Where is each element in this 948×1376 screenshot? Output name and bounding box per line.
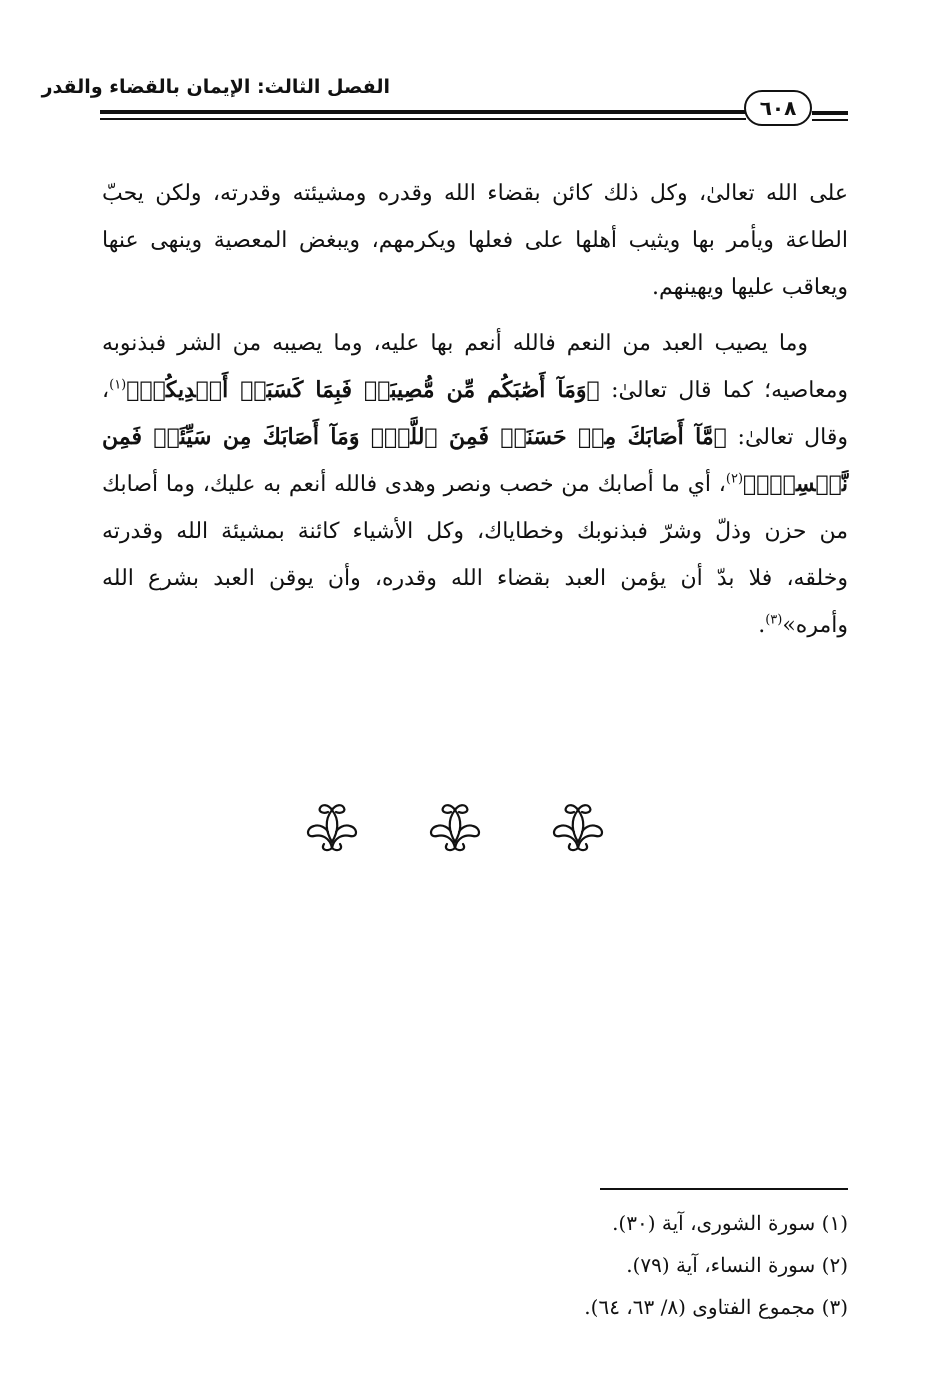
badge-rule-thin [812, 119, 848, 121]
paragraph-2-intro: وما يصيب العبد من النعم فالله أنعم بها عليه، وما يصيبه من الشر فبذنوبه ومعاصيه؛ كما قال تعالىٰ: [102, 331, 849, 403]
page-number-badge [744, 90, 812, 126]
page-number: ٦٠٨ [759, 96, 797, 120]
badge-rule [812, 111, 848, 115]
header-rule [100, 110, 746, 114]
section-divider [300, 798, 610, 858]
chapter-title: الفصل الثالث: الإيمان بالقضاء والقدر [41, 76, 390, 98]
quran-verse-1: ﴿وَمَآ أَصَٰبَكُم مِّن مُّصِيبَةٖ فَبِمَا كَسَبَتۡ أَيۡدِيكُمۡ﴾ [126, 377, 600, 403]
header-rule-thin [100, 118, 746, 120]
footnote-ref-1: (١) [109, 377, 127, 393]
footnote-ref-2: (٢) [725, 471, 744, 487]
footnote-3: (٣) مجموع الفتاوى (٨/ ٦٣، ٦٤). [584, 1295, 848, 1319]
footnote-1: (١) سورة الشورى، آية (٣٠). [612, 1211, 848, 1235]
footnote-separator [600, 1188, 848, 1190]
footnote-ref-3: (٣) [765, 612, 783, 628]
paragraph-2-end: . [758, 613, 766, 638]
floral-ornament-icon [423, 798, 487, 854]
footnote-2: (٢) سورة النساء، آية (٧٩). [626, 1253, 848, 1277]
floral-ornament-icon [546, 798, 610, 854]
paragraph-1: على الله تعالىٰ، وكل ذلك كائن بقضاء الله وقدره ومشيئته وقدرته، ولكن يحبّ الطاعة ويأمر بها ويثيب أهلها على فعلها ويكرمهم، ويبغض المعصية وينهى عنها ويعاقب عليها ويهينهم. [102, 181, 848, 300]
footnotes [348, 1202, 848, 1328]
quran-verse-2: ﴿مَّآ أَصَابَكَ مِنۡ حَسَنَةٖ فَمِنَ ٱللَّهِۖ وَمَآ أَصَابَكَ مِن سَيِّئَةٖ فَمِن نَّفۡسِكَۚ﴾ [102, 424, 848, 497]
paragraph-2-rest: ، أي ما أصابك من خصب ونصر وهدى فالله أنعم به عليك، وما أصابك من حزن وذلّ وشرّ فبذنوبك وخطاياك، وكل الأشياء كائنة بمشيئة الله وقدرته وخلقه، فلا بدّ أن يؤمن العبد بقضاء الله وقدره، وأن يوقن العبد بشرع الله وأمره» [102, 472, 848, 638]
floral-ornament-icon [300, 798, 364, 854]
paragraph-2-mid: ، وقال تعالىٰ: [102, 378, 849, 450]
paragraph-2 [102, 320, 848, 649]
